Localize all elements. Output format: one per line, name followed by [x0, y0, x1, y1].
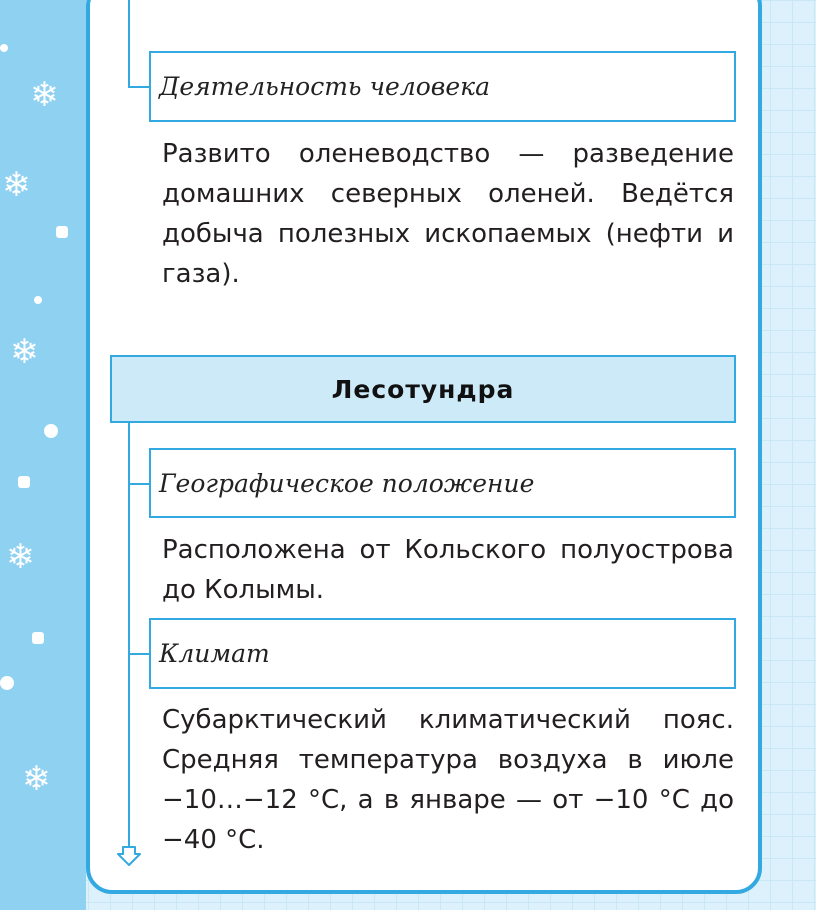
section-label-human-activity: [149, 51, 736, 122]
snowflake-icon: ❄: [2, 165, 31, 205]
decor-dot: [0, 676, 14, 690]
section-label-geography: [149, 448, 736, 518]
section-label-text: Деятельность человека: [159, 72, 490, 101]
tree-branch: [128, 653, 150, 655]
tree-branch: [128, 86, 150, 88]
zone-title: Лесотундра: [331, 374, 515, 404]
tree-branch: [128, 483, 150, 485]
decor-square: [56, 226, 68, 238]
snowflake-icon: ❄: [10, 332, 39, 372]
decor-square: [32, 632, 44, 644]
snowflake-icon: ❄: [22, 759, 51, 799]
zone-heading: [110, 355, 736, 423]
snowflake-icon: ❄: [30, 75, 59, 115]
section-text-geography: Расположена от Кольского полуострова до Колымы.: [162, 535, 734, 605]
decor-dot: [0, 44, 8, 52]
tree-line-top: [128, 0, 130, 88]
decor-square: [18, 476, 30, 488]
decor-dot: [34, 296, 42, 304]
section-label-text: Климат: [159, 639, 270, 668]
section-text-climate: Субарктический климатический пояс. Средняя температура воздуха в июле −10…−12 °С, а в январе — от −10 °С до −40 °С.: [162, 705, 734, 855]
decorative-side-strip: [0, 0, 86, 910]
section-label-text: Географическое положение: [159, 468, 535, 498]
tree-line-zone: [128, 423, 130, 853]
decor-dot: [44, 424, 58, 438]
section-label-climate: [149, 618, 736, 689]
section-text-human-activity: Развито оленеводство — разведение домашних северных оленей. Ведётся добыча полезных ископаемых (нефти и газа).: [162, 139, 734, 289]
snowflake-icon: ❄: [6, 537, 35, 577]
arrow-down-icon: [117, 846, 141, 866]
